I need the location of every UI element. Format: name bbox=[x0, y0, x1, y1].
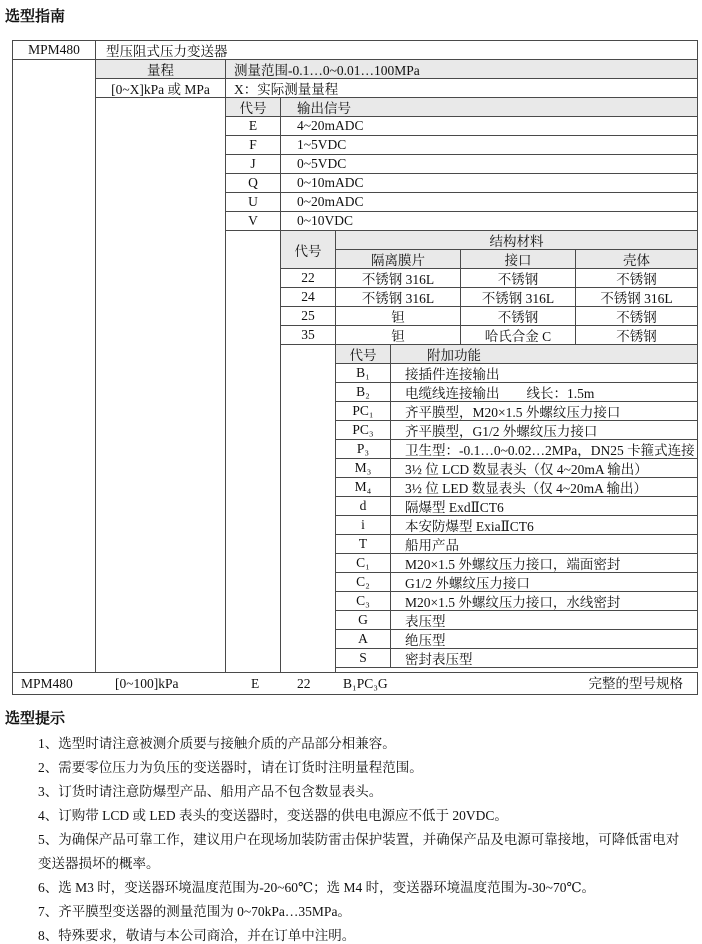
function-row bbox=[335, 382, 698, 402]
material-code: 35 bbox=[281, 326, 336, 344]
function-desc: 隔爆型 ExdⅡCT6 bbox=[405, 500, 504, 515]
material-code: 22 bbox=[281, 269, 336, 287]
material-diaphragm: 不锈钢 316L bbox=[336, 269, 461, 287]
function-code: S bbox=[336, 649, 391, 667]
function-code: PC₃ bbox=[336, 421, 391, 439]
function-desc: M20×1.5 外螺纹压力接口，水线密封 bbox=[405, 595, 621, 610]
output-header-row bbox=[225, 97, 698, 117]
page-title: 选型指南 bbox=[5, 9, 66, 25]
function-code: i bbox=[336, 516, 391, 534]
output-code: V bbox=[226, 212, 281, 230]
output-row bbox=[225, 154, 698, 174]
example-model: MPM480 bbox=[21, 676, 73, 691]
function-row bbox=[335, 477, 698, 497]
function-row bbox=[335, 515, 698, 535]
functions-title: 附加功能 bbox=[427, 348, 481, 363]
function-code: M₃ bbox=[336, 459, 391, 477]
output-signal: 0~10mADC bbox=[297, 175, 364, 190]
tips-title: 选型提示 bbox=[5, 711, 66, 727]
example-functions: B₁PC₃G bbox=[343, 676, 388, 691]
output-row bbox=[225, 135, 698, 155]
model-desc-cell: 型压阻式压力变送器 bbox=[106, 44, 228, 59]
material-row bbox=[280, 268, 698, 288]
tip-item: 8、特殊要求，敬请与本公司商洽，并在订单中注明。 bbox=[38, 928, 356, 943]
function-row bbox=[335, 629, 698, 649]
tip-item: 7、齐平膜型变送器的测量范围为 0~70kPa…35MPa。 bbox=[38, 904, 351, 919]
material-diaphragm: 不锈钢 316L bbox=[336, 288, 461, 306]
functions-code-label: 代号 bbox=[336, 345, 391, 363]
output-row bbox=[225, 192, 698, 212]
example-output: E bbox=[251, 676, 260, 691]
function-row bbox=[335, 648, 698, 668]
output-code-label: 代号 bbox=[226, 98, 281, 116]
range-format-cell: [0~X]kPa 或 MPa bbox=[96, 79, 226, 97]
material-row bbox=[280, 306, 698, 326]
connector-line bbox=[95, 97, 96, 673]
output-signal: 1~5VDC bbox=[297, 137, 347, 152]
material-code-label: 代号 bbox=[280, 230, 336, 269]
range-desc-cell: 测量范围-0.1…0~0.01…100MPa bbox=[234, 63, 420, 78]
function-code: d bbox=[336, 497, 391, 515]
function-code: G bbox=[336, 611, 391, 629]
output-signal: 0~10VDC bbox=[297, 213, 354, 228]
example-model-row bbox=[12, 672, 698, 695]
material-port: 不锈钢 bbox=[461, 269, 576, 287]
material-diaphragm: 钽 bbox=[336, 307, 461, 325]
function-code: C₃ bbox=[336, 592, 391, 610]
function-code: C₂ bbox=[336, 573, 391, 591]
range-label-cell: 量程 bbox=[96, 60, 226, 78]
function-row bbox=[335, 420, 698, 440]
material-row bbox=[280, 287, 698, 307]
output-code: J bbox=[226, 155, 281, 173]
function-row bbox=[335, 496, 698, 516]
tip-item: 1、选型时请注意被测介质要与接触介质的产品部分相兼容。 bbox=[38, 736, 396, 751]
function-desc: 卫生型：-0.1…0~0.02…2MPa，DN25 卡箍式连接 bbox=[405, 443, 695, 458]
connector-line bbox=[225, 230, 226, 673]
material-housing: 不锈钢 bbox=[616, 272, 657, 287]
function-row bbox=[335, 534, 698, 554]
function-row bbox=[335, 363, 698, 383]
function-row bbox=[335, 401, 698, 421]
function-code: B₁ bbox=[336, 364, 391, 382]
output-title: 输出信号 bbox=[297, 101, 351, 116]
material-port: 不锈钢 bbox=[461, 307, 576, 325]
function-code: A bbox=[336, 630, 391, 648]
example-range: [0~100]kPa bbox=[115, 676, 179, 691]
output-signal: 0~5VDC bbox=[297, 156, 347, 171]
function-desc: 齐平膜型，G1/2 外螺纹压力接口 bbox=[405, 424, 598, 439]
table-row-range bbox=[95, 59, 698, 79]
function-row bbox=[335, 439, 698, 459]
range-format-desc-cell: X：实际测量量程 bbox=[234, 82, 339, 97]
tip-item: 4、订购带 LCD 或 LED 表头的变送器时，变送器的供电电源应不低于 20VDC。 bbox=[38, 808, 508, 823]
output-code: F bbox=[226, 136, 281, 154]
function-code: C₁ bbox=[336, 554, 391, 572]
output-code: Q bbox=[226, 174, 281, 192]
functions-header-row bbox=[335, 344, 698, 364]
function-code: T bbox=[336, 535, 391, 553]
function-desc: M20×1.5 外螺纹压力接口，端面密封 bbox=[405, 557, 621, 572]
function-row bbox=[335, 553, 698, 573]
tip-item: 6、选 M3 时，变送器环境温度范围为-20~60℃；选 M4 时，变送器环境温度范围为-30~70℃。 bbox=[38, 880, 596, 895]
function-desc: 3½ 位 LED 数显表头（仅 4~20mA 输出） bbox=[405, 481, 648, 496]
output-code: E bbox=[226, 117, 281, 135]
connector-line bbox=[280, 344, 281, 673]
function-code: PC₁ bbox=[336, 402, 391, 420]
material-code: 24 bbox=[281, 288, 336, 306]
material-row bbox=[280, 325, 698, 345]
material-title-row bbox=[335, 230, 698, 250]
material-housing: 不锈钢 bbox=[616, 329, 657, 344]
example-material: 22 bbox=[297, 676, 311, 691]
function-desc: G1/2 外螺纹压力接口 bbox=[405, 576, 530, 591]
output-signal: 4~20mADC bbox=[297, 118, 364, 133]
material-port: 哈氏合金 C bbox=[461, 326, 576, 344]
function-desc: 表压型 bbox=[405, 614, 446, 629]
function-desc: 船用产品 bbox=[405, 538, 459, 553]
tip-item: 5、为确保产品可靠工作，建议用户在现场加装防雷击保护装置，并确保产品及电源可靠接地，可降低雷电对变送器损坏的概率。 bbox=[38, 832, 680, 871]
material-diaphragm: 钽 bbox=[336, 326, 461, 344]
function-desc: 绝压型 bbox=[405, 633, 446, 648]
function-row bbox=[335, 591, 698, 611]
function-desc: 电缆线连接输出 线长：1.5m bbox=[405, 386, 595, 401]
tip-item: 3、订货时请注意防爆型产品、船用产品不包含数显表头。 bbox=[38, 784, 383, 799]
output-row bbox=[225, 173, 698, 193]
function-code: M₄ bbox=[336, 478, 391, 496]
material-header-diaphragm: 隔离膜片 bbox=[336, 250, 461, 268]
model-code-cell: MPM480 bbox=[13, 41, 96, 59]
function-desc: 密封表压型 bbox=[405, 652, 473, 667]
function-code: P₃ bbox=[336, 440, 391, 458]
material-header-port: 接口 bbox=[461, 250, 576, 268]
material-header-housing: 壳体 bbox=[623, 253, 650, 268]
function-row bbox=[335, 610, 698, 630]
example-label: 完整的型号规格 bbox=[588, 676, 683, 691]
tips-list bbox=[38, 732, 690, 944]
output-row bbox=[225, 116, 698, 136]
material-code: 25 bbox=[281, 307, 336, 325]
function-row bbox=[335, 458, 698, 478]
function-desc: 本安防爆型 ExiaⅡCT6 bbox=[405, 519, 534, 534]
function-row bbox=[335, 572, 698, 592]
output-code: U bbox=[226, 193, 281, 211]
material-port: 不锈钢 316L bbox=[461, 288, 576, 306]
material-title: 结构材料 bbox=[489, 234, 544, 249]
output-signal: 0~20mADC bbox=[297, 194, 364, 209]
material-housing: 不锈钢 bbox=[616, 310, 657, 325]
tip-item: 2、需要零位压力为负压的变送器时，请在订货时注明量程范围。 bbox=[38, 760, 423, 775]
output-row bbox=[225, 211, 698, 231]
material-header-row bbox=[335, 249, 698, 269]
function-desc: 3½ 位 LCD 数显表头（仅 4~20mA 输出） bbox=[405, 462, 648, 477]
function-code: B₂ bbox=[336, 383, 391, 401]
material-housing: 不锈钢 316L bbox=[600, 291, 673, 306]
table-row-model bbox=[12, 40, 698, 60]
table-row-range-format bbox=[95, 78, 698, 98]
function-desc: 接插件连接输出 bbox=[405, 367, 500, 382]
function-desc: 齐平膜型，M20×1.5 外螺纹压力接口 bbox=[405, 405, 621, 420]
connector-line bbox=[12, 59, 13, 673]
